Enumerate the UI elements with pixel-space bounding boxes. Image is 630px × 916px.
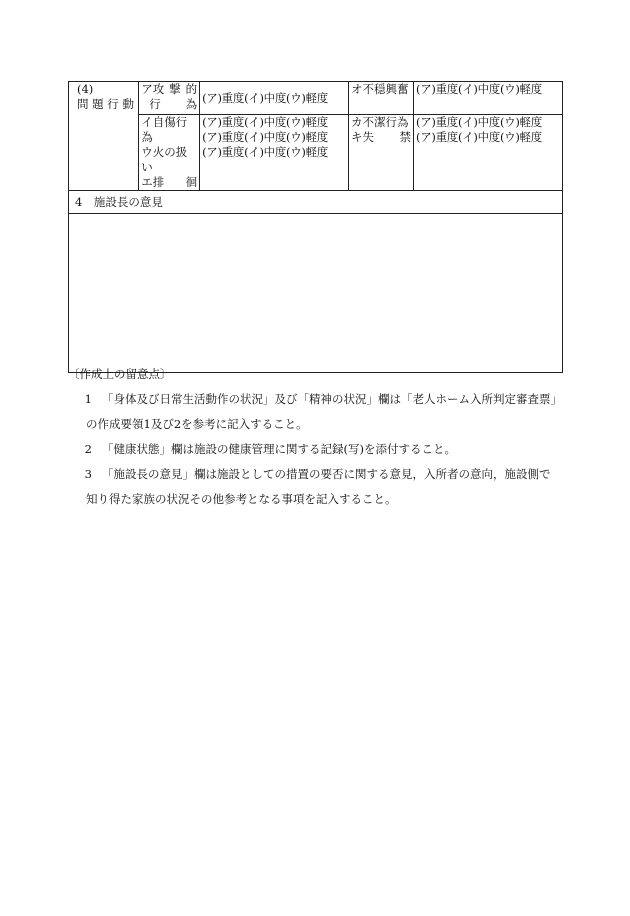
behavior-label-aggressive: ア攻 撃 的 行 為 [139,82,200,115]
grade-options-right-lower: (ア)重度(イ)中度(ウ)軽度 (ア)重度(イ)中度(ウ)軽度 [414,115,563,191]
category-number: (4) [77,82,94,96]
list-item: 1 「身体及び日常生活動作の状況」及び「精神の状況」欄は「老人ホーム入所判定審査票」 [84,392,562,406]
behavior-label-self-harm: イ自傷行為 [141,115,188,144]
list-item-continuation: 知り得た家族の状況その他参考となる事項を記入すること。 [86,492,397,506]
category-label: 問 題 行 動 [77,97,134,111]
behavior-label-agitation: オ不穏興奮 [349,82,414,115]
grade-options-lower: (ア)重度(イ)中度(ウ)軽度 (ア)重度(イ)中度(ウ)軽度 (ア)重度(イ)中度(ウ)軽度 [200,115,349,191]
notes-section [68,362,568,512]
director-opinion-field[interactable] [69,214,562,372]
director-opinion-section [68,191,563,373]
list-item-continuation: の作成要領1及び2を参考に記入すること。 [86,417,308,431]
behavior-label-incontinence: キ失 禁 [351,130,412,144]
list-item: 3 「施設長の意見」欄は施設としての措置の要否に関する意見，入所者の意向，施設側で [84,467,551,481]
behavior-labels-lower [139,115,200,191]
problem-behavior-table [68,81,563,191]
table-row [69,115,563,191]
category-cell [69,82,139,191]
behavior-labels-right-lower [349,115,414,191]
behavior-label-wandering: エ排 徊 [141,175,198,189]
behavior-label-fire: ウ火の扱い [141,145,188,174]
table-row [69,82,563,115]
document-body [68,81,563,373]
list-item: 2 「健康状態」欄は施設の健康管理に関する記録(写)を添付すること。 [84,442,456,456]
section-title: 4 施設長の意見 [69,191,562,214]
grade-options: (ア)重度(イ)中度(ウ)軽度 [200,82,349,115]
grade-options: (ア)重度(イ)中度(ウ)軽度 [414,82,563,115]
notes-heading: 〔作成上の留意点〕 [68,367,172,381]
behavior-label-unclean: カ不潔行為 [351,115,409,129]
